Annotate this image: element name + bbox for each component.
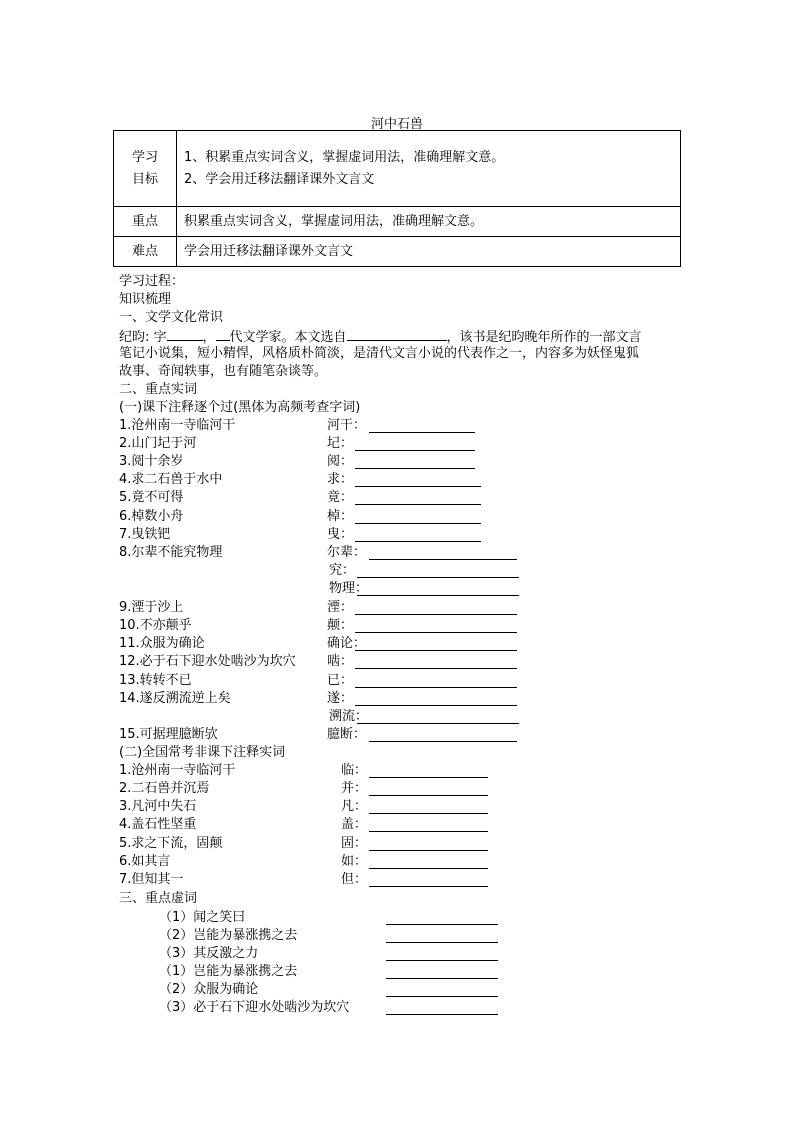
vocab-word: 阅： xyxy=(327,454,354,469)
answer-blank[interactable] xyxy=(357,563,519,578)
objective-line-1: 1、积累重点实词含义，掌握虚词用法，准确理解文意。 xyxy=(184,149,505,165)
vocab-word: 遂： xyxy=(327,691,354,706)
vocab-sentence: 5.竟不可得 xyxy=(119,490,184,505)
vocab-sentence: 10.不亦颠乎 xyxy=(119,618,192,633)
answer-blank[interactable] xyxy=(355,654,517,669)
vocab-word: 临： xyxy=(341,763,368,778)
function-word-sentence: （3）必于石下迎水处啮沙为坎穴 xyxy=(159,1000,350,1015)
keypoint-text: 积累重点实词含义，掌握虚词用法，准确理解文意。 xyxy=(177,207,681,237)
vocab-word: 啮： xyxy=(327,654,354,669)
answer-blank[interactable] xyxy=(355,636,517,651)
answer-blank[interactable] xyxy=(369,727,517,742)
answer-blank[interactable] xyxy=(355,527,481,542)
author-text-4: ，该书是纪昀晚年所作的一部文言 xyxy=(446,330,642,345)
function-word-sentence: （3）其反激之力 xyxy=(159,946,259,961)
answer-blank[interactable] xyxy=(386,910,498,925)
author-text-2: ， xyxy=(202,330,216,345)
author-line-2: 笔记小说集，短小精悍，风格质朴简淡，是清代文言小说的代表作之一，内容多为妖怪鬼狐 xyxy=(119,346,640,361)
answer-blank[interactable] xyxy=(369,872,488,887)
vocab-sentence: 9.湮于沙上 xyxy=(119,600,184,615)
vocab-word: 尔辈： xyxy=(327,545,367,560)
vocab-sentence: 2.山门圮于河 xyxy=(119,436,197,451)
blank-dynasty[interactable] xyxy=(216,328,230,341)
answer-blank[interactable] xyxy=(355,618,517,633)
vocab-sentence: 3.凡河中失石 xyxy=(119,799,197,814)
vocab-sentence: 2.二石兽并沉焉 xyxy=(119,781,210,796)
answer-blank[interactable] xyxy=(355,490,481,505)
objectives-label-b: 目标 xyxy=(131,171,158,187)
vocab-word: 盖： xyxy=(341,817,368,832)
vocab-word: 圮： xyxy=(327,436,354,451)
blank-source-book[interactable] xyxy=(347,328,447,341)
subsection-1-heading: (一)课下注释逐个过(黑体为高频考查字词) xyxy=(119,400,361,415)
answer-blank[interactable] xyxy=(357,581,519,596)
author-text-1: 纪昀: 字 xyxy=(119,330,167,345)
answer-blank[interactable] xyxy=(355,691,517,706)
answer-blank[interactable] xyxy=(355,436,475,451)
vocab-word: 物理： xyxy=(329,581,369,596)
answer-blank[interactable] xyxy=(369,817,488,832)
author-line-1 xyxy=(119,328,642,346)
function-word-sentence: （1）闻之笑曰 xyxy=(159,910,246,925)
vocab-word: 竟： xyxy=(327,490,354,505)
vocab-word: 湮： xyxy=(327,600,354,615)
answer-blank[interactable] xyxy=(386,946,498,961)
answer-blank[interactable] xyxy=(369,545,517,560)
vocab-word: 并： xyxy=(341,781,368,796)
answer-blank[interactable] xyxy=(355,454,475,469)
answer-blank[interactable] xyxy=(369,799,488,814)
answer-blank[interactable] xyxy=(386,928,498,943)
vocab-sentence: 14.遂反溯流逆上矣 xyxy=(119,691,231,706)
keypoint-label: 重点 xyxy=(114,207,177,237)
author-line-3: 故事、奇闻轶事，也有随笔杂谈等。 xyxy=(119,364,328,379)
answer-blank[interactable] xyxy=(386,982,498,997)
vocab-word: 棹： xyxy=(327,509,354,524)
vocab-sentence: 12.必于石下迎水处啮沙为坎穴 xyxy=(119,654,296,669)
vocab-sentence: 11.众服为确论 xyxy=(119,636,205,651)
vocab-sentence: 13.转转不已 xyxy=(119,673,192,688)
vocab-sentence: 4.盖石性坚重 xyxy=(119,817,197,832)
function-word-sentence: （2）岂能为暴涨携之去 xyxy=(159,928,298,943)
vocab-word: 臆断： xyxy=(327,727,367,742)
answer-blank[interactable] xyxy=(357,709,519,724)
vocab-sentence: 1.沧州南一寺临河干 xyxy=(119,763,236,778)
vocab-sentence: 8.尔辈不能究物理 xyxy=(119,545,223,560)
answer-blank[interactable] xyxy=(355,472,481,487)
vocab-word: 凡： xyxy=(341,799,368,814)
section-1-heading: 一、文学文化常识 xyxy=(119,310,224,325)
vocab-sentence: 6.棹数小舟 xyxy=(119,509,184,524)
vocab-sentence: 7.曳铁钯 xyxy=(119,527,171,542)
answer-blank[interactable] xyxy=(369,836,488,851)
vocab-sentence: 1.沧州南一寺临河干 xyxy=(119,418,236,433)
vocab-word: 河干： xyxy=(327,418,367,433)
subsection-2-heading: (二)全国常考非课下注释实词 xyxy=(119,745,286,760)
section-3-heading: 三、重点虚词 xyxy=(119,891,198,906)
function-word-sentence: （1）岂能为暴涨携之去 xyxy=(159,964,298,979)
answer-blank[interactable] xyxy=(369,763,488,778)
process-heading: 学习过程： xyxy=(119,274,185,289)
objectives-label xyxy=(114,131,177,207)
vocab-word: 已： xyxy=(327,673,354,688)
answer-blank[interactable] xyxy=(369,781,488,796)
vocab-word: 求： xyxy=(327,472,354,487)
blank-courtesy-name[interactable] xyxy=(167,328,203,341)
objective-line-2: 2、学会用迁移法翻译课外文言文 xyxy=(184,171,375,187)
vocab-sentence: 3.阅十余岁 xyxy=(119,454,184,469)
vocab-word: 确论： xyxy=(327,636,367,651)
difficulty-label: 难点 xyxy=(114,237,177,267)
function-word-sentence: （2）众服为确论 xyxy=(159,982,259,997)
answer-blank[interactable] xyxy=(355,673,517,688)
answer-blank[interactable] xyxy=(386,1000,498,1015)
vocab-word: 颠： xyxy=(327,618,354,633)
page-title: 河中石兽 xyxy=(370,117,423,132)
vocab-word: 曳： xyxy=(327,527,354,542)
answer-blank[interactable] xyxy=(355,600,517,615)
vocab-sentence: 6.如其言 xyxy=(119,854,171,869)
vocab-word: 溯流： xyxy=(329,709,369,724)
section-2-heading: 二、重点实词 xyxy=(119,382,198,397)
difficulty-text: 学会用迁移法翻译课外文言文 xyxy=(177,237,681,267)
vocab-word: 究： xyxy=(329,563,356,578)
answer-blank[interactable] xyxy=(369,854,488,869)
answer-blank[interactable] xyxy=(386,964,498,979)
vocab-sentence: 5.求之下流，固颠 xyxy=(119,836,223,851)
knowledge-heading: 知识梳理 xyxy=(119,292,172,307)
author-text-3: 代文学家。本文选自 xyxy=(229,330,347,345)
vocab-word: 但： xyxy=(341,872,368,887)
objectives-table xyxy=(113,130,681,267)
vocab-sentence: 15.可据理臆断欤 xyxy=(119,727,218,742)
objectives-text xyxy=(177,131,681,207)
objectives-label-a: 学习 xyxy=(131,149,158,165)
vocab-sentence: 4.求二石兽于水中 xyxy=(119,472,223,487)
answer-blank[interactable] xyxy=(355,509,481,524)
answer-blank[interactable] xyxy=(369,418,475,433)
vocab-word: 如： xyxy=(341,854,368,869)
vocab-word: 固： xyxy=(341,836,368,851)
vocab-sentence: 7.但知其一 xyxy=(119,872,184,887)
